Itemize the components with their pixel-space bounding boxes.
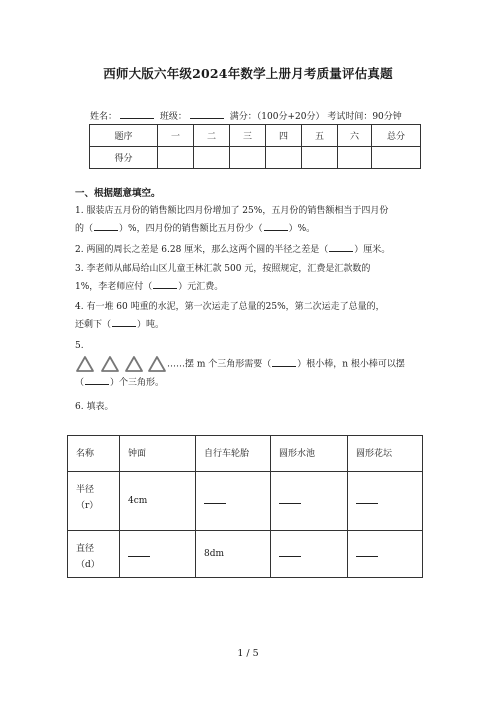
answer-blank[interactable] [153, 278, 177, 289]
fill-table [67, 435, 423, 578]
q5-text: ）个三角形。 [110, 377, 165, 388]
fill-cell-value: 4cm [120, 472, 196, 531]
q5-text: （ [75, 377, 85, 388]
name-blank[interactable] [120, 109, 154, 119]
page-title: 西师大版六年级2024年数学上册月考质量评估真题 [103, 66, 393, 81]
fill-header-row [68, 436, 423, 472]
fill-row-radius [68, 472, 423, 531]
fill-cell-blank[interactable] [348, 472, 423, 531]
fill-cell-blank[interactable] [271, 472, 348, 531]
fill-row-label [68, 472, 120, 531]
question-3 [75, 261, 370, 296]
question-5 [75, 355, 405, 392]
score-header-cell: 三 [230, 125, 266, 147]
score-header-cell: 五 [302, 125, 338, 147]
score-header-cell: 二 [194, 125, 230, 147]
question-2 [75, 241, 390, 259]
fill-header-cell: 圆形水池 [271, 436, 348, 472]
question-1 [75, 203, 388, 238]
q5-text: ……摆 m 个三角形需要（ [167, 359, 272, 370]
full-score: 满分：（100分+20分） [229, 112, 325, 122]
q2-text: ）厘米。 [354, 245, 391, 255]
answer-blank[interactable] [329, 241, 353, 252]
score-header-cell: 题序 [90, 125, 158, 147]
answer-blank[interactable] [112, 316, 136, 327]
q4-line1: 4. 有一堆 60 吨重的水泥，第一次运走了总量的25%，第二次运走了总量的， [75, 302, 385, 312]
score-cell[interactable] [338, 147, 372, 169]
score-cell[interactable] [194, 147, 230, 169]
score-row [90, 147, 421, 169]
name-label: 姓名： [90, 112, 118, 122]
score-cell[interactable] [266, 147, 302, 169]
q2-text: 2. 两圆的周长之差是 6.28 厘米，那么这两个圆的半径之差是（ [75, 245, 329, 255]
triangle-sticks-icon [75, 355, 167, 373]
fill-header-cell: 圆形花坛 [348, 436, 423, 472]
q4-line2 [75, 316, 385, 334]
question-6: 6. 填表。 [75, 402, 114, 412]
fill-cell-blank[interactable] [120, 531, 196, 578]
q1-text: 的（ [75, 224, 94, 234]
question-4 [75, 299, 385, 334]
question-5-number: 5. [75, 341, 84, 351]
diameter-label: 直径 [76, 544, 95, 554]
fill-cell-value: 8dm [196, 531, 271, 578]
score-header-cell: 总分 [372, 125, 421, 147]
score-cell[interactable] [158, 147, 194, 169]
answer-blank[interactable] [264, 220, 288, 231]
q3-line1: 3. 李老师从邮局给山区儿童王林汇款 500 元，按照规定，汇费是汇款数的 [75, 264, 371, 274]
score-cell[interactable] [302, 147, 338, 169]
fill-header-cell: 名称 [68, 436, 120, 472]
answer-blank[interactable] [85, 374, 109, 385]
q3-text: ）元汇费。 [178, 282, 224, 292]
radius-label: 半径 [76, 485, 95, 495]
q1-text: ）%。 [288, 224, 316, 234]
fill-cell-blank[interactable] [271, 531, 348, 578]
q3-line2 [75, 278, 370, 296]
q1-text: ）%，四月份的销售额比五月份少（ [119, 224, 263, 234]
exam-time: 考试时间：90分钟 [327, 112, 402, 122]
radius-symbol: （r） [76, 501, 99, 511]
q5-line1 [75, 355, 405, 374]
score-row-label: 得分 [90, 147, 158, 169]
fill-row-diameter [68, 531, 423, 578]
score-table [89, 124, 421, 169]
page-number: 1 / 5 [237, 648, 259, 659]
score-header-row [90, 125, 421, 147]
section-heading: 一、根据题意填空。 [75, 188, 161, 199]
class-label: 班级： [159, 112, 187, 122]
fill-cell-blank[interactable] [196, 472, 271, 531]
q5-text: ）根小棒，n 根小棒可以摆 [297, 359, 405, 370]
diameter-symbol: （d） [76, 560, 100, 570]
score-header-cell: 一 [158, 125, 194, 147]
score-cell[interactable] [372, 147, 421, 169]
fill-cell-blank[interactable] [348, 531, 423, 578]
q4-text: 还剩下（ [75, 320, 112, 330]
q1-line2 [75, 220, 388, 238]
q3-text: 1%，李老师应付（ [75, 282, 153, 292]
exam-info [90, 109, 402, 122]
q4-text: ）吨。 [137, 320, 165, 330]
q5-line2 [75, 374, 405, 392]
class-blank[interactable] [190, 109, 224, 119]
fill-row-label [68, 531, 120, 578]
score-header-cell: 六 [338, 125, 372, 147]
fill-header-cell: 自行车轮胎 [196, 436, 271, 472]
q1-line1: 1. 服装店五月份的销售额比四月份增加了 25%，五月份的销售额相当于四月份 [75, 206, 389, 216]
answer-blank[interactable] [272, 356, 296, 367]
answer-blank[interactable] [94, 220, 118, 231]
fill-header-cell: 钟面 [120, 436, 196, 472]
score-header-cell: 四 [266, 125, 302, 147]
score-cell[interactable] [230, 147, 266, 169]
